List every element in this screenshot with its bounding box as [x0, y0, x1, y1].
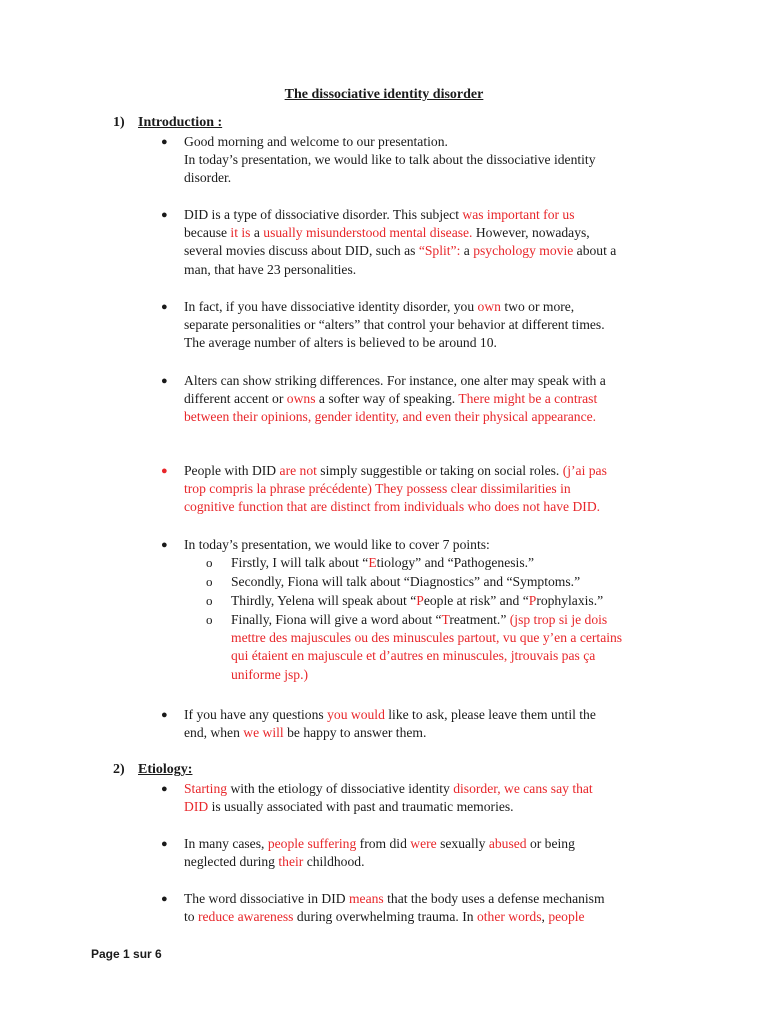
sub-bullet-icon: o	[206, 593, 213, 608]
bullet-icon: ●	[161, 209, 168, 221]
text-run: The average number of alters is believed to be around 10.	[184, 335, 497, 351]
annotated-text: qui étaient en majuscule et d’autres en minuscules, jtrouvais pas ça	[231, 648, 596, 664]
text-line	[184, 780, 684, 798]
page-number-footer: Page 1 sur 6	[91, 947, 162, 961]
annotated-text: reduce awareness	[197, 909, 294, 925]
text-run: eople at risk” and “	[423, 593, 529, 608]
sub-list-item	[231, 573, 691, 591]
text-run: If you have any questions	[184, 707, 328, 722]
text-line	[231, 592, 691, 610]
text-line	[184, 798, 684, 816]
annotated-text: E	[368, 555, 377, 570]
text-run: The word dissociative in DID	[184, 891, 349, 906]
text-line	[184, 334, 684, 352]
annotated-text: it is	[230, 225, 251, 241]
text-line	[231, 611, 691, 629]
bullet-icon: ●	[161, 375, 168, 387]
text-line	[184, 224, 684, 242]
annotated-text: mettre des majuscules ou des minuscules partout, vu que y’en a certains	[231, 630, 623, 646]
annotated-text: P	[416, 593, 424, 608]
bullet-icon: ●	[161, 301, 168, 313]
annotated-text: There might be a contrast	[458, 391, 598, 407]
text-run: a	[460, 243, 474, 259]
annotated-text: trop compris la phrase précédente) They possess clear dissimilarities in	[184, 481, 571, 497]
bullet-icon: ●	[161, 783, 168, 795]
annotated-text: owns	[286, 391, 316, 407]
text-line	[231, 647, 691, 665]
text-run: man, that have 23 personalities.	[184, 261, 357, 277]
text-line	[184, 390, 684, 408]
list-item	[184, 890, 684, 926]
annotated-text: Starting	[184, 781, 228, 796]
text-line	[184, 498, 684, 516]
bullet-icon: ●	[161, 709, 168, 721]
list-item	[184, 536, 684, 554]
annotated-text: abused	[488, 836, 527, 851]
section-label: Introduction :	[138, 115, 223, 130]
text-line	[184, 408, 684, 426]
text-line	[184, 242, 684, 260]
text-run: with the etiology of dissociative identity	[227, 781, 454, 796]
list-item	[184, 780, 684, 816]
text-run: be happy to answer them.	[283, 725, 427, 741]
bullet-icon: ●	[161, 136, 168, 148]
text-run: several movies discuss about DID, such as	[184, 243, 419, 259]
text-run: simply suggestible or taking on social roles.	[316, 463, 563, 478]
text-line	[231, 573, 691, 591]
bullet-icon: ●	[161, 893, 168, 905]
annotated-text: people	[548, 909, 585, 925]
annotated-text: other words	[476, 909, 542, 925]
annotated-text: DID	[184, 799, 209, 815]
text-line	[184, 206, 684, 224]
annotated-text: their	[278, 854, 304, 870]
annotated-text: were	[410, 836, 437, 851]
text-run: Secondly, Fiona will talk about “Diagnostics” and “Symptoms.”	[231, 574, 581, 589]
section-label: Etiology:	[138, 762, 193, 777]
text-line	[184, 133, 684, 151]
text-run: disorder.	[184, 170, 232, 186]
text-run: In today’s presentation, we would like to talk about the dissociative identity	[184, 152, 596, 168]
text-line	[231, 629, 691, 647]
text-run: is usually associated with past and traumatic memories.	[208, 799, 514, 815]
text-line	[184, 169, 684, 187]
list-item	[184, 372, 684, 427]
sub-bullet-icon: o	[206, 612, 213, 627]
text-run: two or more,	[500, 299, 575, 314]
bullet-icon: ●	[161, 838, 168, 850]
annotated-text: you would	[327, 707, 385, 722]
text-line	[184, 835, 684, 853]
text-line	[184, 151, 684, 169]
bullet-icon: ●	[161, 539, 168, 551]
text-run: like to ask, please leave them until the	[384, 707, 596, 722]
text-line	[184, 724, 684, 742]
text-run: In many cases,	[184, 836, 268, 851]
text-run: from did	[356, 836, 411, 851]
list-item	[184, 298, 684, 353]
sub-list-item	[231, 592, 691, 610]
annotated-text: means	[348, 891, 384, 906]
list-item	[184, 835, 684, 871]
list-item	[184, 133, 684, 188]
text-run: separate personalities or “alters” that control your behavior at different times.	[184, 317, 605, 333]
text-run: or being	[526, 836, 575, 851]
annotated-text: (jsp trop si je dois	[509, 612, 608, 627]
annotated-text: disorder, we cans say that	[453, 781, 593, 796]
annotated-text: P	[528, 593, 537, 608]
text-run: DID is a type of dissociative disorder. This subject	[184, 207, 463, 222]
annotated-text: between their opinions, gender identity, and even their physical appearance.	[184, 409, 597, 425]
text-run: that the body uses a defense mechanism	[383, 891, 605, 906]
annotated-text: psychology movie	[473, 243, 574, 259]
text-run: tiology” and “Pathogenesis.”	[376, 555, 535, 570]
annotated-text: own	[477, 299, 501, 314]
bullet-icon: ●	[161, 465, 168, 477]
section-number: 2)	[113, 762, 125, 777]
list-item	[184, 206, 684, 279]
text-run: People with DID	[184, 463, 280, 478]
text-run: Alters can show striking differences. For instance, one alter may speak with a	[184, 373, 606, 388]
text-run: to	[184, 909, 198, 925]
annotated-text: we will	[243, 725, 284, 741]
annotated-text: was important for us	[462, 207, 575, 222]
text-run: about a	[573, 243, 617, 259]
annotated-text: (j’ai pas	[562, 463, 607, 478]
text-run: childhood.	[303, 854, 365, 870]
document-title: The dissociative identity disorder	[284, 87, 484, 102]
text-line	[184, 908, 684, 926]
text-run: Thirdly, Yelena will speak about “	[231, 593, 417, 608]
text-line	[184, 480, 684, 498]
text-run: Good morning and welcome to our presentation.	[184, 134, 448, 149]
text-run: In fact, if you have dissociative identity disorder, you	[184, 299, 478, 314]
annotated-text: uniforme jsp.)	[231, 666, 309, 682]
text-run: a softer way of speaking.	[315, 391, 459, 407]
sub-bullet-icon: o	[206, 555, 213, 570]
text-line	[184, 890, 684, 908]
annotated-text: usually misunderstood mental disease.	[263, 225, 473, 241]
annotated-text: “Split”:	[418, 243, 461, 259]
sub-list-item	[231, 611, 691, 684]
section-heading-introduction	[113, 114, 222, 132]
annotated-text: T	[441, 612, 450, 627]
text-run: reatment.”	[449, 612, 510, 627]
text-line	[184, 706, 684, 724]
text-run: Firstly, I will talk about “	[231, 555, 369, 570]
list-item	[184, 706, 684, 742]
list-item	[184, 462, 684, 517]
text-line	[184, 372, 684, 390]
text-line	[184, 853, 684, 871]
text-line	[184, 261, 684, 279]
text-run: different accent or	[184, 391, 287, 407]
annotated-text: are not	[279, 463, 317, 478]
text-run: during overwhelming trauma. In	[293, 909, 477, 925]
text-line	[184, 316, 684, 334]
text-line	[184, 462, 684, 480]
text-line	[184, 298, 684, 316]
annotated-text: cognitive function that are distinct from individuals who does not have DID.	[184, 499, 601, 515]
sub-list-item	[231, 554, 691, 572]
text-run: ,	[541, 909, 549, 925]
text-run: However, nowadays,	[472, 225, 590, 241]
text-run: rophylaxis.”	[536, 593, 604, 608]
section-number: 1)	[113, 115, 125, 130]
text-run: a	[250, 225, 264, 241]
text-line	[184, 536, 684, 554]
sub-bullet-icon: o	[206, 574, 213, 589]
text-run: end, when	[184, 725, 244, 741]
text-run: In today’s presentation, we would like to cover 7 points:	[184, 537, 490, 552]
text-run: sexually	[436, 836, 489, 851]
text-line	[231, 666, 691, 684]
annotated-text: people suffering	[267, 836, 357, 851]
text-run: Finally, Fiona will give a word about “	[231, 612, 442, 627]
text-line	[231, 554, 691, 572]
text-run: neglected during	[184, 854, 279, 870]
text-run: because	[184, 225, 231, 241]
section-heading-etiology	[113, 761, 192, 779]
